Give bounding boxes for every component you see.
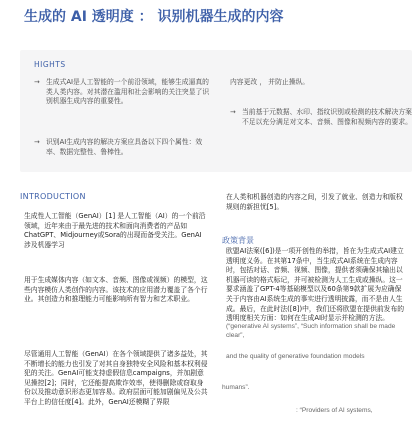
intro-paragraph: 生成性人工智能（GenAI）[1] 是人工智能（AI）的一个前沿领域，近年来由于最先进的技术和面向消费者的产品如ChatGPT、Midjourney或Sora的出现而备受关注。GenAI 涉及机器学习: [24, 212, 206, 249]
policy-heading: 政策背景: [222, 236, 254, 245]
arrow-icon: →: [34, 78, 40, 86]
intro-paragraph: 尽管通用人工智能（GenAI）在各个领域提供了诸多益处，其不断增长的能力也引发了对其自身独特安全风险和基本权利侵犯的关注。GenAI可能支持虚假信息campaigns，并加剧意见操控[2]；同时，它还能提高欺诈效率，使得删除或窃取身份以及推动意识形态更加容易。政府层面可能加剧偏见及公共平台上的信任度[4]。此外，GenAI还模糊了界限: [24, 350, 208, 406]
arrow-icon: →: [230, 108, 236, 116]
highlights-heading: HIGHTS: [34, 60, 66, 69]
overlay-text: humans”.: [222, 384, 250, 391]
policy-paragraph: 欧盟AI法案([6])是一项开创性的举措，旨在为生成式AI建立透明度义务。在其第17条中，当生成式AI系统在生成内容时，包括对话、音频、视频、图像，提供者须确保其输出以机器可读的格式标记，并可被检测为人工生成或操纵。这一要求涵盖了GPT-4等基础模型以及60条第9款扩展为应确保关于内容由AI系统生成的事实进行透明披露，而不是由人生成。最后，在此时法([8])中，我们还将欧盟在提供前发布的透明度相关方面：如何在生成AI时显示并检测的方法。: [226, 247, 405, 323]
overlay-text: (“generative AI systems”, “Such information shall be made clear”,: [226, 323, 396, 339]
highlight-text: 内容更改 ， 并防止操纵。: [230, 78, 310, 86]
highlight-item: [34, 138, 214, 157]
highlights-box: [20, 50, 412, 172]
highlight-text: 识别AI生成内容的解决方案应具备以下四个属性：效率、数据完整性、鲁棒性。: [46, 138, 203, 156]
highlight-text: 当前基于元数据、水印、指纹识别或检测的技术解决方案不足以充分满足对文本、音频、图像和视频内容的要求。: [242, 108, 412, 126]
page-title: 生成的 AI 透明度 ： 识别机器生成的内容: [24, 9, 284, 25]
introduction-heading: INTRODUCTION: [20, 192, 86, 201]
highlight-text: 生成式AI是人工智能的一个前沿领域，能够生成逼真的类人类内容。对其潜在滥用和社会影响的关注突显了识别机器生成内容的重要性。: [46, 78, 210, 105]
right-column-text: 在人类和机器创造的内容之间，引发了就业、创造力和版权规则的新担忧[5]。: [226, 193, 403, 211]
highlight-item: [230, 78, 400, 88]
intro-paragraph: 用于生成媒体内容（如文本、音频、图像或视频）的模型，这些内容模仿人类创作的内容。该技术的应用潜力覆盖了各个行业。其创造力和推理能力可能影响所有智力和艺术职业。: [24, 276, 208, 304]
arrow-icon: →: [34, 138, 40, 146]
highlight-item: [34, 78, 214, 107]
highlight-item: [230, 108, 412, 127]
overlay-text: : “Providers of AI systems,: [296, 407, 373, 414]
overlay-text: and the quality of generative foundation models: [226, 353, 365, 360]
